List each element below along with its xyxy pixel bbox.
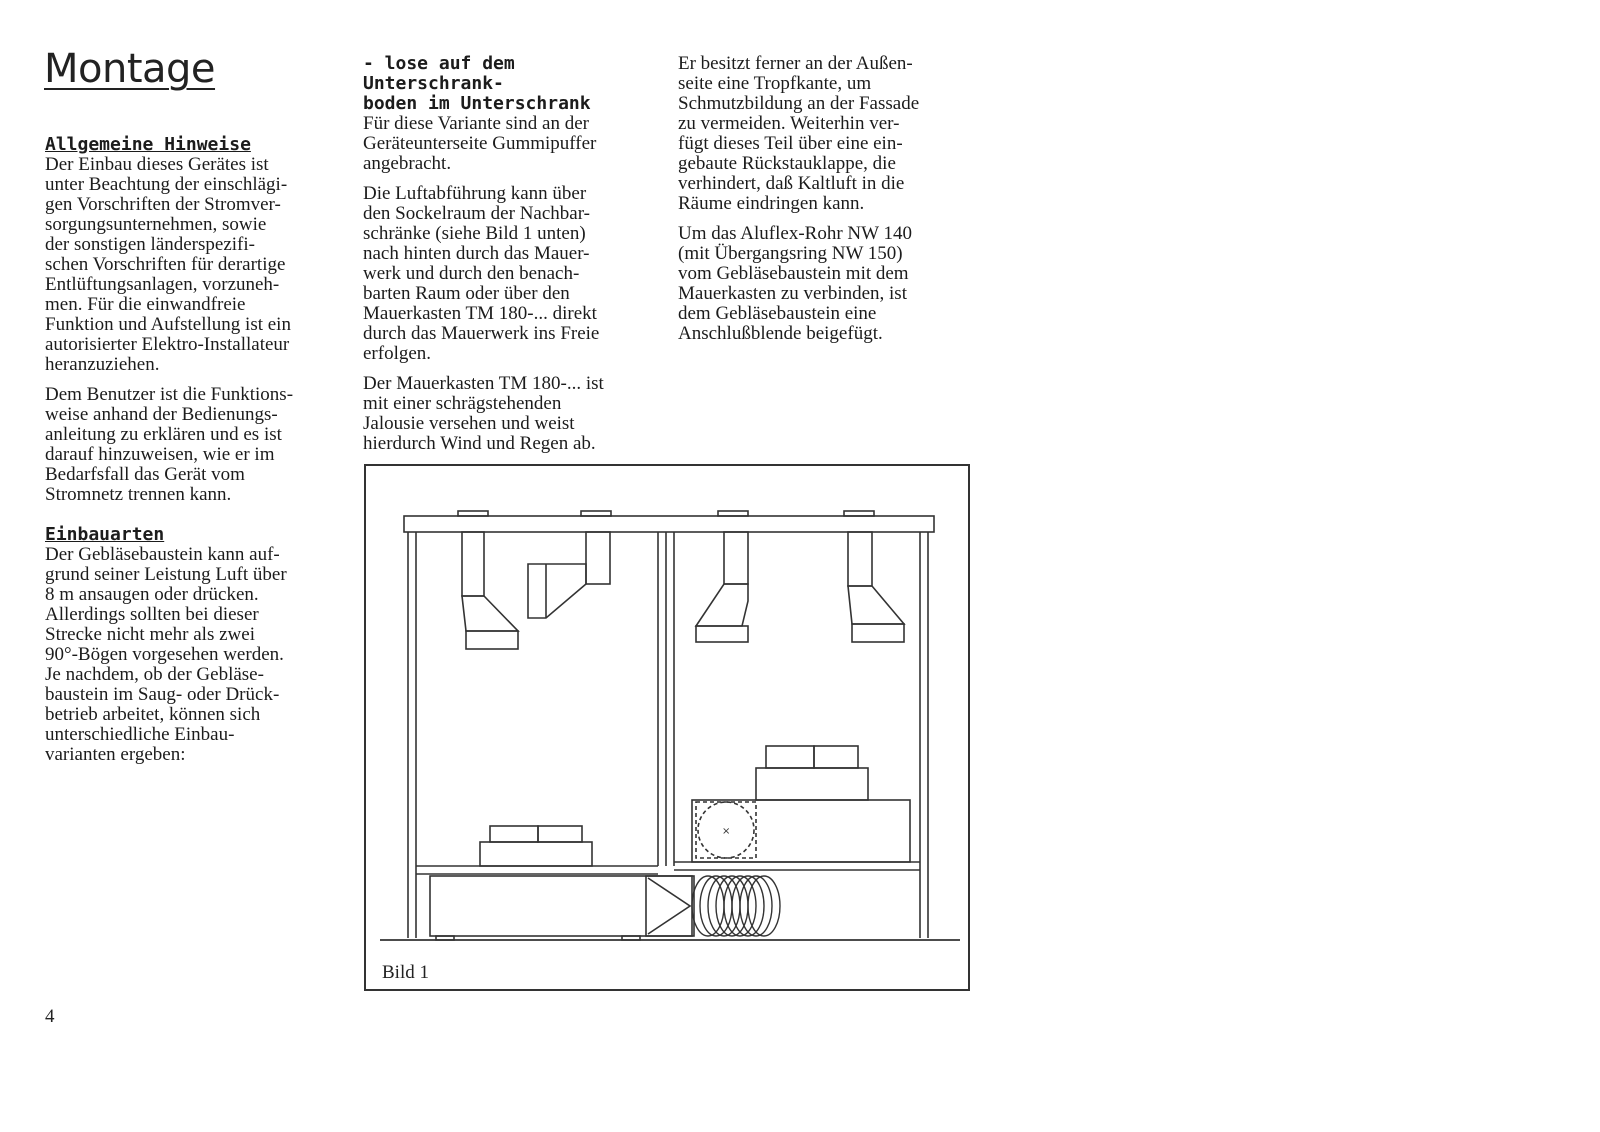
text-line: angebracht. [363,153,452,174]
text-line: heranzuziehen. [45,354,160,375]
text-line: Er besitzt ferner an der Außen- [678,53,913,74]
figure-caption: Bild 1 [382,962,429,983]
text-line: Für diese Variante sind an der [363,113,590,134]
text-line: anleitung zu erklären und es ist [45,424,282,445]
section-heading-installation-types: Einbauarten [45,524,165,545]
figure-bild-1 [364,464,970,991]
text-line: Die Luftabführung kann über [363,183,587,204]
duct-pipe [724,532,748,584]
text-line: Jalousie versehen und weist [363,413,575,434]
page-title: Montage [44,46,216,92]
text-line: erfolgen. [363,343,432,364]
text-line: Funktion und Aufstellung ist ein [45,314,291,335]
text-line: Mauerkasten zu verbinden, ist [678,283,907,304]
text-line: Um das Aluflex-Rohr NW 140 [678,223,912,244]
hood-funnel [696,584,748,626]
text-line: men. Für die einwandfreie [45,294,246,315]
hood-base [466,631,518,649]
paragraph [363,374,663,454]
text-line: seite eine Tropfkante, um [678,73,872,94]
countertop-fitting [458,511,488,516]
cabinet-installation-diagram [366,466,968,989]
text-line: grund seiner Leistung Luft über [45,564,287,585]
paragraph [45,155,345,375]
paragraph [363,184,663,364]
blower-top [538,826,582,842]
hood-funnel [848,586,904,624]
text-line: Entlüftungsanlagen, vorzuneh- [45,274,280,295]
section-heading-general: Allgemeine Hinweise [45,134,251,155]
text-line: boden im Unterschrank [363,93,591,114]
text-line: Anschlußblende beigefügt. [678,323,883,344]
text-line: zu vermeiden. Weiterhin ver- [678,113,900,134]
text-line: (mit Übergangsring NW 150) [678,243,903,264]
text-column-3 [678,54,978,344]
text-line: Schmutzbildung an der Fassade [678,93,920,114]
text-line: dem Gebläsebaustein eine [678,303,877,324]
text-line: Geräteunterseite Gummipuffer [363,133,597,154]
svg-text:×: × [722,826,731,837]
paragraph [45,385,345,505]
blower-top [766,746,814,768]
text-line: mit einer schrägstehenden [363,393,562,414]
text-line: Bedarfsfall das Gerät vom [45,464,245,485]
hood-base [852,624,904,642]
text-line: schen Vorschriften für derartige [45,254,286,275]
text-line: varianten ergeben: [45,744,186,765]
text-line: barten Raum oder über den [363,283,570,304]
text-line: der sonstigen länderspezifi- [45,234,255,255]
blower-top [490,826,538,842]
paragraph [363,114,663,174]
text-line: betrieb arbeitet, können sich [45,704,261,725]
text-line: vom Gebläsebaustein mit dem [678,263,909,284]
variant-subheading [363,54,663,114]
wall-box [646,876,692,936]
text-line: schränke (siehe Bild 1 unten) [363,223,586,244]
text-line: sorgungsunternehmen, sowie [45,214,267,235]
text-line: Strecke nicht mehr als zwei [45,624,255,645]
text-line: Der Einbau dieses Gerätes ist [45,154,269,175]
text-line: 8 m ansaugen oder drücken. [45,584,259,605]
text-line: nach hinten durch das Mauer- [363,243,590,264]
paragraph [678,54,978,214]
text-line: baustein im Saug- oder Drück- [45,684,280,705]
text-line: darauf hinzuweisen, wie er im [45,444,275,465]
duct-pipe [462,532,484,596]
countertop-fitting [718,511,748,516]
text-line: 90°-Bögen vorgesehen werden. [45,644,284,665]
duct-pipe [586,532,610,584]
blower-unit [756,768,868,800]
louvre-arrow [648,878,690,934]
text-line: Je nachdem, ob der Gebläse- [45,664,264,685]
text-line: durch das Mauerwerk ins Freie [363,323,600,344]
text-column-2 [363,54,663,454]
text-column-1 [45,135,345,765]
text-line: unterschiedliche Einbau- [45,724,235,745]
text-line: autorisierter Elektro-Installateur [45,334,290,355]
text-line: Der Gebläsebaustein kann auf- [45,544,280,565]
text-line: - lose auf dem Unterschrank- [363,53,515,94]
countertop [404,516,934,532]
aluflex-hose [692,876,780,936]
text-line: Dem Benutzer ist die Funktions- [45,384,294,405]
countertop-fitting [581,511,611,516]
countertop-fitting [844,511,874,516]
text-line: Räume eindringen kann. [678,193,865,214]
paragraph [45,545,345,765]
text-line: gebaute Rückstauklappe, die [678,153,896,174]
text-line: weise anhand der Bedienungs- [45,404,278,425]
text-line: gen Vorschriften der Stromver- [45,194,281,215]
paragraph [678,224,978,344]
text-line: verhindert, daß Kaltluft in die [678,173,905,194]
hood-base [696,626,748,642]
blower-top [814,746,858,768]
duct-elbow [528,564,586,618]
text-line: den Sockelraum der Nachbar- [363,203,590,224]
blower-unit [480,842,592,866]
page-number: 4 [45,1006,55,1027]
text-line: hierdurch Wind und Regen ab. [363,433,596,454]
text-line: Allerdings sollten bei dieser [45,604,259,625]
hood-funnel [462,596,518,631]
text-line: Mauerkasten TM 180-... direkt [363,303,597,324]
text-line: unter Beachtung der einschlägi- [45,174,288,195]
text-line: werk und durch den benach- [363,263,580,284]
text-line: Der Mauerkasten TM 180-... ist [363,373,604,394]
text-line: fügt dieses Teil über eine ein- [678,133,903,154]
duct-pipe [848,532,872,586]
text-line: Stromnetz trennen kann. [45,484,232,505]
plinth-duct [430,876,694,936]
